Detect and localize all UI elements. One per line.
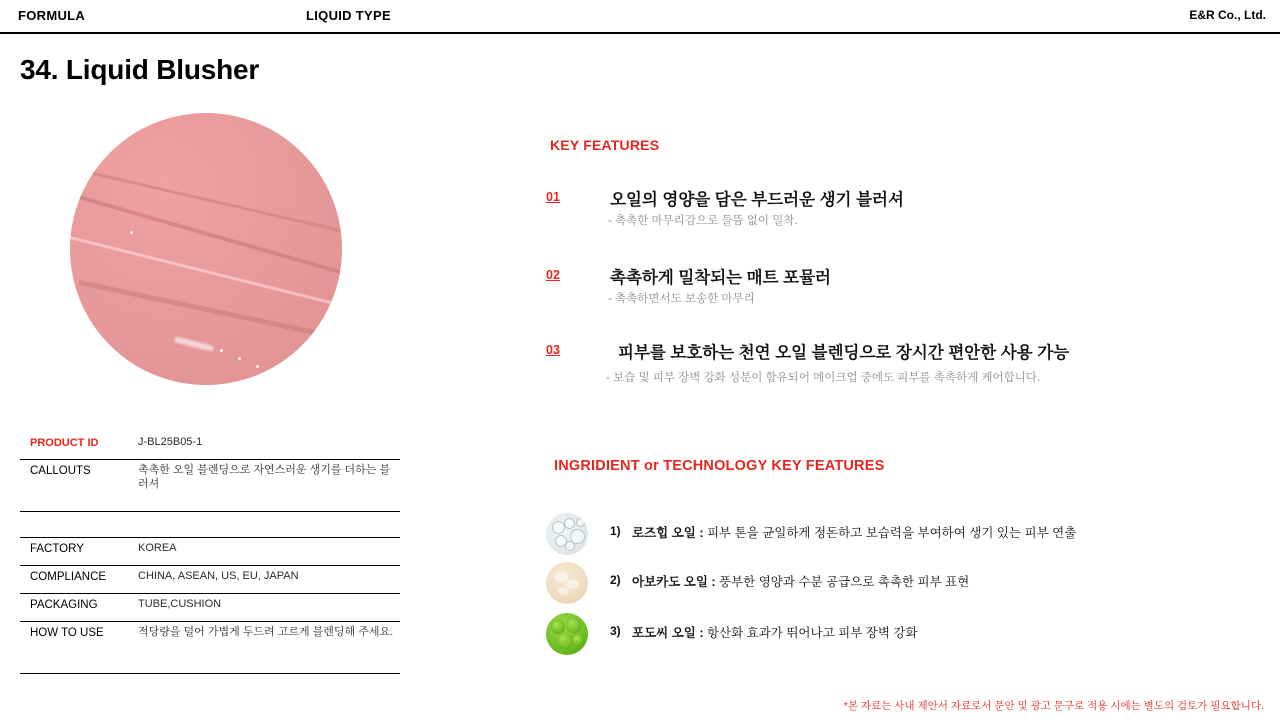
key-feature-headline: 피부를 보호하는 천연 오일 블렌딩으로 장시간 편안한 사용 가능 — [618, 344, 1070, 362]
ingredient-text — [632, 572, 969, 590]
key-feature-number: 02 — [546, 268, 560, 282]
ingredient-item — [546, 513, 1246, 553]
ingredient-item — [546, 613, 1246, 653]
swatch-streak — [70, 165, 342, 235]
table-row — [20, 622, 400, 674]
grape-icon — [546, 613, 588, 655]
swatch-streak — [70, 190, 342, 279]
ingredient-text — [632, 523, 1076, 541]
key-features-heading: KEY FEATURES — [550, 137, 660, 153]
spec-value-factory: KOREA — [138, 542, 177, 554]
spec-value-compliance: CHINA, ASEAN, US, EU, JAPAN — [138, 570, 299, 582]
spec-label-callouts: CALLOUTS — [30, 465, 91, 477]
ingredient-description: 항산화 효과가 뛰어나고 피부 장벽 강화 — [703, 626, 918, 640]
key-feature-number: 03 — [546, 343, 560, 357]
table-row — [20, 460, 400, 512]
swatch-highlight — [174, 336, 214, 351]
spec-label-product-id: PRODUCT ID — [30, 437, 99, 449]
key-feature-subtext: - 촉촉하면서도 보송한 마무리 — [608, 293, 755, 305]
swatch-sparkle — [238, 357, 241, 360]
page-title: 34. Liquid Blusher — [20, 54, 260, 85]
table-row — [20, 538, 400, 566]
table-row — [20, 594, 400, 622]
ingredient-name: 포도씨 오일 : — [632, 626, 704, 640]
ingredient-index: 1) — [610, 524, 621, 538]
spec-label-packaging: PACKAGING — [30, 599, 98, 611]
ingredient-index: 3) — [610, 624, 621, 638]
product-spec-table — [20, 432, 400, 674]
spec-value-how-to-use: 적당량을 덜어 가볍게 두드려 고르게 블렌딩해 주세요. — [138, 626, 394, 638]
key-feature-subtext: - 촉촉한 마무리감으로 들뜸 없이 밀착. — [608, 215, 798, 227]
spec-value-product-id: J-BL25B05-1 — [138, 436, 203, 448]
header-company-label: E&R Co., Ltd. — [1189, 8, 1266, 22]
spec-label-compliance: COMPLIANCE — [30, 571, 107, 583]
header-liquid-type-label: LIQUID TYPE — [306, 8, 391, 23]
swatch-sparkle — [130, 231, 133, 234]
page-header-bar — [0, 0, 1280, 34]
key-feature-headline: 촉촉하게 밀착되는 매트 포뮬러 — [610, 269, 831, 287]
swatch-sparkle — [256, 365, 259, 368]
ingredient-item — [546, 562, 1246, 602]
header-formula-label: FORMULA — [18, 8, 86, 23]
ingredient-text — [632, 623, 918, 641]
ingredient-description: 풍부한 영양과 수분 공급으로 촉촉한 피부 표현 — [715, 575, 970, 589]
ingredient-name: 아보카도 오일 : — [632, 575, 716, 589]
spec-value-callouts: 촉촉한 오일 블렌딩으로 자연스러운 생기를 더하는 블러셔 — [138, 464, 391, 490]
ingredient-description: 피부 톤을 균일하게 정돈하고 보습력을 부여하여 생기 있는 피부 연출 — [703, 526, 1077, 540]
bubbles-icon — [546, 513, 588, 555]
swatch-sparkle — [220, 349, 223, 352]
ingredient-index: 2) — [610, 573, 621, 587]
ingredient-section-heading: INGRIDIENT or TECHNOLOGY KEY FEATURES — [554, 458, 885, 474]
spec-value-packaging: TUBE,CUSHION — [138, 598, 222, 610]
footnote-text: *본 자료는 사내 제안서 자료로서 문안 및 광고 문구로 적용 시에는 별도의 검토가 필요합니다. — [843, 700, 1264, 712]
table-row-spacer — [20, 512, 400, 538]
powder-icon — [546, 562, 588, 604]
ingredient-name: 로즈힙 오일 : — [632, 526, 704, 540]
spec-label-factory: FACTORY — [30, 543, 84, 555]
product-swatch-image — [70, 113, 342, 385]
key-feature-number: 01 — [546, 190, 560, 204]
swatch-streak — [70, 235, 342, 310]
swatch-sparkle — [274, 371, 277, 374]
table-row — [20, 432, 400, 460]
table-row — [20, 566, 400, 594]
swatch-streak — [79, 280, 342, 343]
spec-label-how-to-use: HOW TO USE — [30, 627, 104, 639]
key-feature-headline: 오일의 영양을 담은 부드러운 생기 블러셔 — [610, 191, 904, 209]
key-feature-subtext: - 보습 및 피부 장벽 강화 성분이 함유되어 메이크업 중에도 피부를 촉촉하게 케어합니다. — [606, 372, 1041, 384]
